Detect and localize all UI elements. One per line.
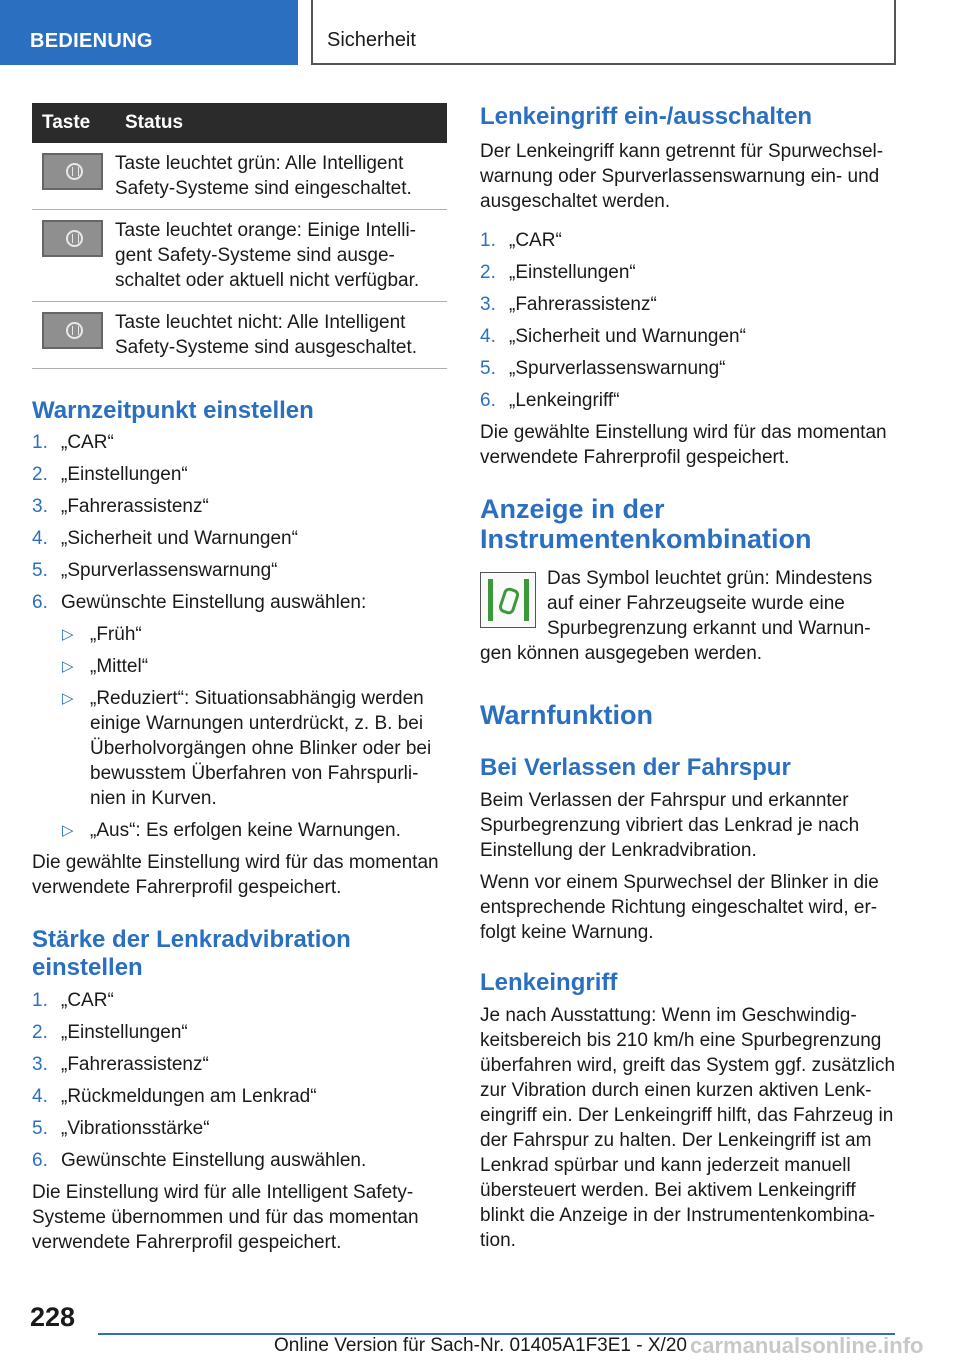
warnzeitpunkt-note: Die gewählte Einstellung wird für das momentan verwendete Fahrerprofil gespeichert. — [32, 852, 439, 898]
triangle-bullet-icon: ▷ — [62, 690, 74, 707]
lenkeingriff-heading: Lenkeingriff — [480, 969, 618, 996]
option-item: ▷ „Reduziert“: Situationsabhängig werden einige Warnungen unterdrückt, z. B. bei Überholvorgängen ohne Blinker oder bei bewusstem Überfahren von Fahrspurli-nien in Kurven. — [62, 688, 432, 809]
list-item: 4. „Sicherheit und Warnungen“ — [32, 528, 298, 549]
triangle-bullet-icon: ▷ — [62, 822, 74, 839]
list-item: 6. „Lenkeingriff“ — [480, 390, 620, 411]
anzeige-heading: Anzeige in der Instrumentenkombination — [480, 494, 812, 554]
option-item: ▷ „Aus“: Es erfolgen keine Warnungen. — [62, 820, 401, 841]
intelligent-safety-button-orange-icon — [42, 220, 103, 257]
list-item: 6. Gewünschte Einstellung auswählen. — [32, 1150, 367, 1171]
left-column — [32, 103, 447, 1255]
header-section-label: BEDIENUNG — [30, 30, 153, 52]
lenkeingriff-schalten-intro: Der Lenkeingriff kann getrennt für Spurwechsel-warnung oder Spurverlassenswarnung ein- und ausgeschaltet werden. — [480, 141, 884, 212]
warnzeitpunkt-heading: Warnzeitpunkt einstellen — [32, 397, 314, 424]
list-item: 5. „Spurverlassenswarnung“ — [480, 358, 726, 379]
right-column — [480, 103, 900, 1253]
list-item: 1. „CAR“ — [32, 990, 114, 1011]
intelligent-safety-button-green-icon — [42, 153, 103, 190]
warnfunktion-paragraph-1: Beim Verlassen der Fahrspur und erkannter Spurbegrenzung vibriert das Lenkrad je nach Einstellung der Lenkradvibration. — [480, 790, 860, 861]
list-item: 2. „Einstellungen“ — [32, 1022, 188, 1043]
triangle-bullet-icon: ▷ — [62, 658, 74, 675]
table-cell-status: Taste leuchtet orange: Einige Intelli-gent Safety-Systeme sind ausge-schaltet oder aktuell nicht verfügbar. — [115, 210, 447, 302]
list-item: 5. „Vibrationsstärke“ — [32, 1118, 210, 1139]
table-row — [32, 302, 447, 369]
lenkradvibration-steps — [32, 988, 447, 1173]
lenkradvibration-note: Die Einstellung wird für alle Intelligent Safety-Systeme übernommen und für das momentan verwendete Fahrerprofil gespeichert. — [32, 1182, 419, 1253]
list-item: 1. „CAR“ — [480, 230, 562, 251]
lane-keeping-car-icon — [480, 572, 536, 628]
list-item: 6. Gewünschte Einstellung auswählen: ▷ „Früh“ ▷ „Mittel“ ▷ „Reduziert“: Situationsabhängig werden einige Warnungen unterdrückt, z. B. bei Überholvorgängen ohne Blinker oder bei bewusstem Überfahren von Fahrspurli-nien in Kurven. ▷ „Aus“: Es erfolgen keine Warnungen. — [32, 590, 447, 843]
header-title-box — [311, 0, 896, 65]
lenkeingriff-schalten-steps — [480, 228, 900, 413]
list-item: 2. „Einstellungen“ — [32, 464, 188, 485]
page-number: 228 — [30, 1302, 76, 1332]
list-item: 4. „Sicherheit und Warnungen“ — [480, 326, 746, 347]
footer-text: Online Version für Sach-Nr. 01405A1F3E1 - X/20 — [274, 1335, 687, 1356]
list-item: 4. „Rückmeldungen am Lenkrad“ — [32, 1086, 317, 1107]
triangle-bullet-icon: ▷ — [62, 626, 74, 643]
list-item: 2. „Einstellungen“ — [480, 262, 636, 283]
header-title: Sicherheit — [327, 29, 416, 51]
table-header-key: Taste — [32, 103, 115, 143]
verlassen-fahrspur-heading: Bei Verlassen der Fahrspur — [480, 754, 791, 781]
intelligent-safety-button-off-icon — [42, 312, 103, 349]
anzeige-block — [480, 566, 900, 666]
option-item: ▷ „Mittel“ — [62, 656, 149, 677]
option-item: ▷ „Früh“ — [62, 624, 142, 645]
key-status-table — [32, 103, 447, 369]
watermark: carmanualsonline.info — [690, 1333, 924, 1358]
warnfunktion-heading: Warnfunktion — [480, 700, 653, 730]
list-item: 3. „Fahrerassistenz“ — [480, 294, 657, 315]
table-header-row — [32, 103, 447, 143]
lenkeingriff-schalten-note: Die gewählte Einstellung wird für das momentan verwendete Fahrerprofil gespeichert. — [480, 422, 887, 468]
warnzeitpunkt-options — [61, 622, 447, 843]
table-cell-status: Taste leuchtet grün: Alle Intelligent Safety-Systeme sind eingeschaltet. — [115, 143, 447, 210]
warnzeitpunkt-steps — [32, 430, 447, 843]
anzeige-text: Das Symbol leuchtet grün: Mindestens auf einer Fahrzeugseite wurde eine Spurbegrenzung erkannt und Warnun-gen können ausgegeben werden. — [480, 568, 873, 664]
list-item: 1. „CAR“ — [32, 432, 114, 453]
table-cell-status: Taste leuchtet nicht: Alle Intelligent Safety-Systeme sind ausgeschaltet. — [115, 302, 447, 369]
lenkeingriff-schalten-heading: Lenkeingriff ein-/ausschalten — [480, 103, 813, 130]
lenkradvibration-heading: Stärke der Lenkradvibration einstellen — [32, 926, 351, 981]
list-item: 3. „Fahrerassistenz“ — [32, 496, 209, 517]
header-section-tab — [0, 0, 298, 65]
table-row — [32, 143, 447, 210]
list-item: 3. „Fahrerassistenz“ — [32, 1054, 209, 1075]
table-row — [32, 210, 447, 302]
lenkeingriff-text: Je nach Ausstattung: Wenn im Geschwindig-keitsbereich bis 210 km/h eine Spurbegrenzung überfahren wird, greift das System ggf. zusätzlich zur Vibration durch einen kurzen aktiven Lenk-eingriff ein. Der Lenkeingriff hilft, das Fahrzeug in der Fahrspur zu halten. Der Lenkeingriff ist am Lenkrad spürbar und kann jederzeit manuell übersteuert werden. Bei aktivem Lenkeingriff blinkt die Anzeige in der Instrumentenkombina-tion. — [480, 1005, 896, 1251]
list-item: 5. „Spurverlassenswarnung“ — [32, 560, 278, 581]
warnfunktion-paragraph-2: Wenn vor einem Spurwechsel der Blinker in die entsprechende Richtung eingeschaltet wird, er-folgt keine Warnung. — [480, 872, 879, 943]
table-header-status: Status — [115, 103, 447, 143]
